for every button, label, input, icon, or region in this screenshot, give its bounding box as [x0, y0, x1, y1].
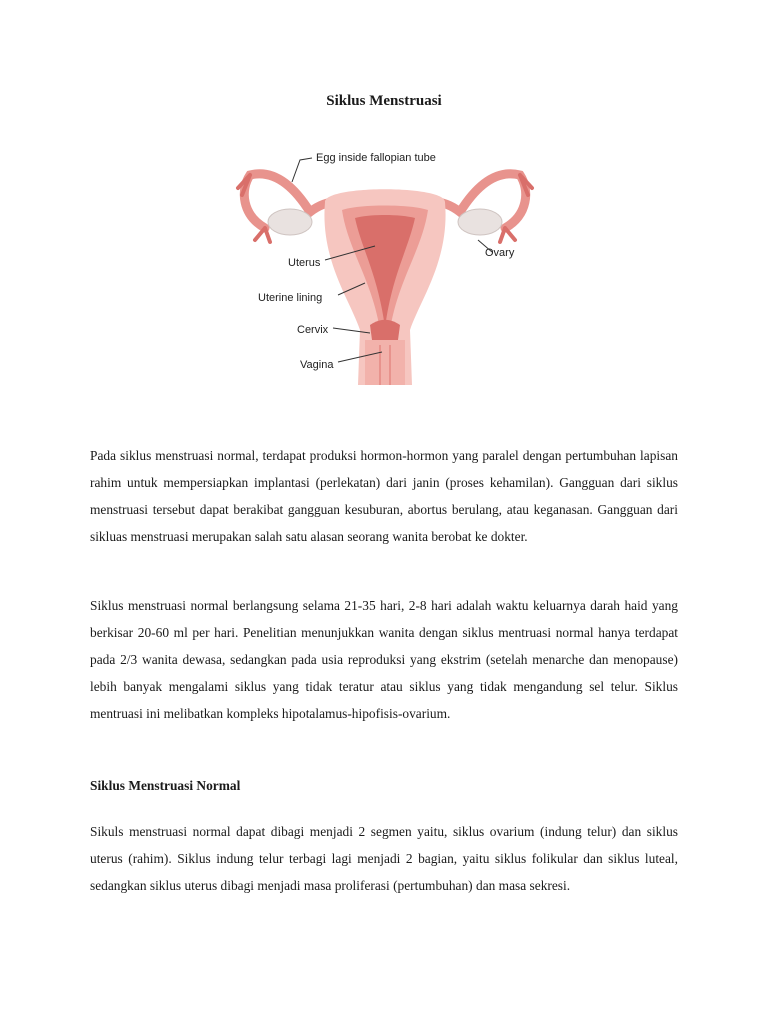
uterus-illustration [230, 140, 540, 390]
label-ovary: Ovary [485, 247, 515, 259]
paragraph-1: Pada siklus menstruasi normal, terdapat produksi hormon-hormon yang paralel dengan pertumbuhan lapisan rahim untuk mempersiapkan implantasi (perlekatan) dari janin (proses kehamilan). Gangguan dari siklus menstruasi tersebut dapat berakibat gangguan kesuburan, abortus berulang, atau keganasan. Gangguan dari sikluas menstruasi merupakan salah satu alasan seorang wanita berobat ke dokter. [90, 448, 678, 544]
section-heading: Siklus Menstruasi Normal [90, 778, 241, 793]
uterus-diagram [230, 140, 540, 390]
label-vagina: Vagina [300, 359, 334, 371]
label-egg: Egg inside fallopian tube [316, 152, 436, 164]
section-paragraph-1: Sikuls menstruasi normal dapat dibagi menjadi 2 segmen yaitu, siklus ovarium (indung telur) dan siklus uterus (rahim). Siklus indung telur terbagi lagi menjadi 2 bagian, yaitu siklus folikular dan siklus luteal, sedangkan siklus uterus dibagi menjadi masa proliferasi (pertumbuhan) dan masa sekresi. [90, 824, 678, 893]
cervix [370, 320, 400, 340]
paragraph-2: Siklus menstruasi normal berlangsung selama 21-35 hari, 2-8 hari adalah waktu keluarnya darah haid yang berkisar 20-60 ml per hari. Penelitian menunjukkan wanita dengan siklus mentruasi normal hanya terdapat pada 2/3 wanita dewasa, sedangkan pada usia reproduksi yang ekstrim (setelah menarche dan menopause) lebih banyak mengalami siklus yang tidak teratur atau siklus yang tidak mengandung sel telur. Siklus mentruasi ini melibatkan kompleks hipotalamus-hipofisis-ovarium. [90, 598, 678, 721]
label-uterine-lining: Uterine lining [258, 292, 323, 304]
label-uterus: Uterus [288, 257, 321, 269]
label-cervix: Cervix [297, 324, 329, 336]
vagina [365, 340, 405, 385]
right-ovary [458, 209, 502, 235]
left-ovary [268, 209, 312, 235]
document-title: Siklus Menstruasi [326, 93, 442, 109]
